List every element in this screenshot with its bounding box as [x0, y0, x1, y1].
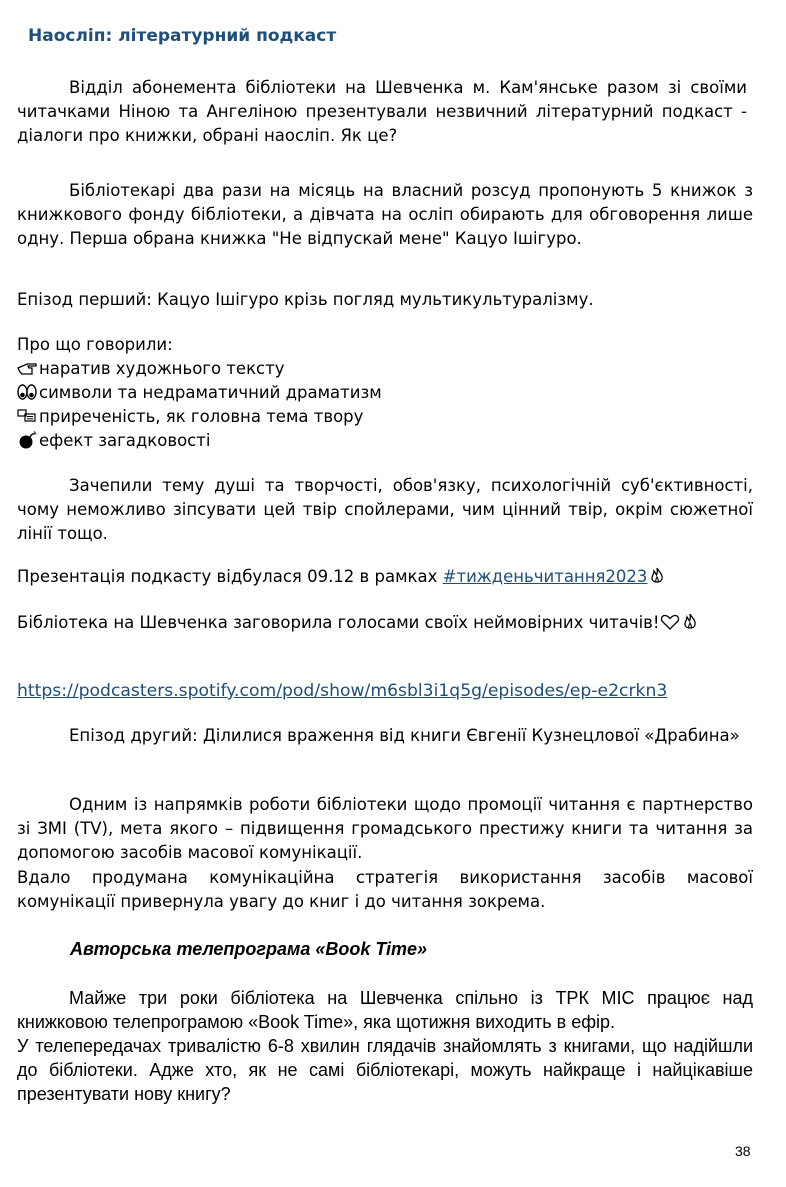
paragraph-media-partnership: Одним із напрямків роботи бібліотеки щодо промоції читання є партнерство зі ЗМІ (TV), мета якого – підвищення громадського престижу книги та читання за допомогою засобів масової комунікації. — [17, 795, 753, 862]
pointing-hand-icon — [17, 359, 37, 377]
fire-icon — [680, 613, 700, 631]
section-subtitle: Авторська телепрограма «Book Time» — [70, 939, 428, 959]
paragraph-book-time: Майже три роки бібліотека на Шевченка спільно із ТРК МІС працює над книжковою телепрограмою «Book Time», яка щотижня виходить в ефір. — [17, 988, 753, 1032]
pages-icon — [17, 407, 37, 425]
episode-two-heading: Епізод другий: Ділилися враження від книги Євгенії Кузнецлової «Драбина» — [69, 726, 740, 745]
podcast-link[interactable]: https://podcasters.spotify.com/pod/show/m6sbl3i1q5g/episodes/ep-e2crkn3 — [17, 681, 668, 701]
paragraph-topics: Зачепили тему душі та творчості, обов'язку, психологічній суб'єктивності, чому неможливо зіпсувати цей твір спойлерами, чим цінний твір, окрім сюжетної лінії тощо. — [17, 476, 753, 543]
paragraph-librarians: Бібліотекарі два рази на місяць на власний розсуд пропонують 5 книжок з книжкового фонду бібліотеки, а дівчата на осліп обирають для обговорення лише одну. Перша обрана книжка "Не відпускай мене" Кацуо Ішігуро. — [17, 181, 753, 248]
presentation-text: Презентація подкасту відбулася 09.12 в рамках — [17, 567, 443, 586]
episode-one-heading: Епізод перший: Кацуо Ішігуро крізь погляд мультикультуралізму. — [17, 290, 594, 309]
bomb-icon — [17, 431, 37, 449]
list-item: символи та недраматичний драматизм — [17, 381, 753, 405]
hashtag-link[interactable]: #тижденьчитання2023 — [442, 567, 648, 586]
presentation-line — [17, 565, 753, 589]
paragraph-broadcasts: У телепередачах тривалістю 6-8 хвилин глядачів знайомлять з книгами, що надійшли до бібліотеки. Адже хто, як не самі бібліотекарі, можуть найкраще і найцікавіше презентувати нову книгу? — [17, 1036, 753, 1104]
list-item: наратив художнього тексту — [17, 357, 753, 381]
podcast-link-line — [17, 679, 753, 703]
voices-paragraph: Бібліотека на Шевченка заговорила голосами своїх неймовірних читачів! — [17, 611, 753, 635]
about-label: Про що говорили: — [17, 335, 173, 354]
topics-list — [17, 357, 753, 453]
page-title: Наосліп: літературний подкаст — [28, 26, 337, 46]
paragraph-communication-strategy: Вдало продумана комунікаційна стратегія використання засобів масової комунікації привернула увагу до книг і до читання зокрема. — [17, 868, 753, 911]
page-number: 38 — [735, 1143, 751, 1159]
intro-paragraph: Відділ абонемента бібліотеки на Шевченка м. Кам'янське разом зі своїми читачками Ніною та Ангеліною презентували незвичний літературний подкаст - діалоги про книжки, обрані наосліп. Як це? — [17, 78, 747, 145]
eyes-icon — [17, 383, 37, 401]
list-item: ефект загадковості — [17, 429, 753, 453]
heart-icon — [660, 613, 680, 631]
fire-icon — [647, 567, 667, 585]
list-item: приреченість, як головна тема твору — [17, 405, 753, 429]
